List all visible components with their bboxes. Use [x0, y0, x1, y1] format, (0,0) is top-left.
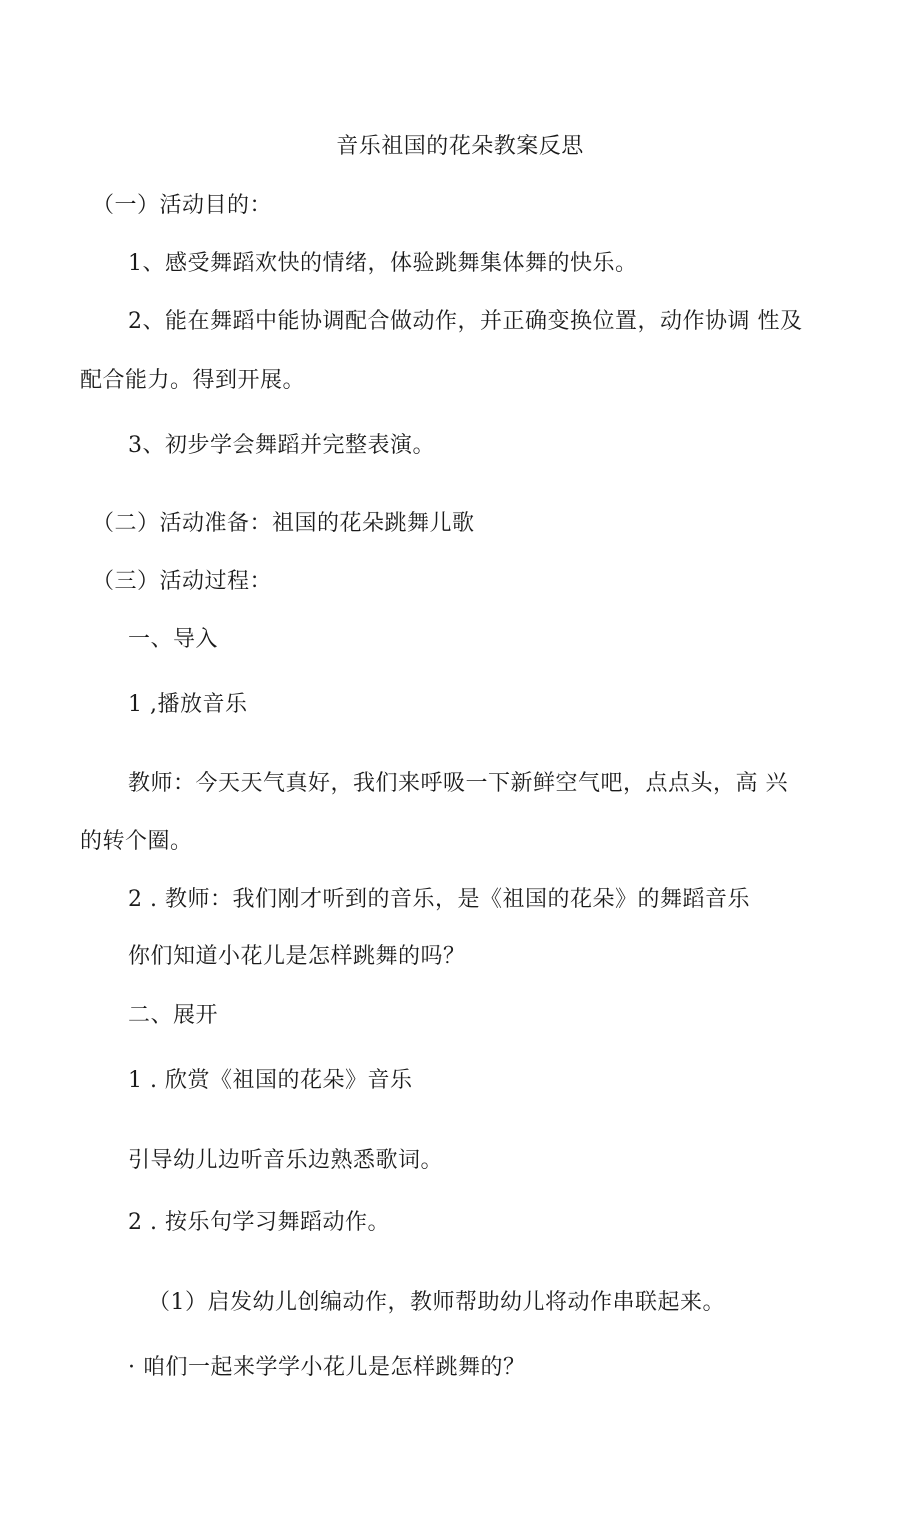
goal-item-2: 2、能在舞蹈中能协调配合做动作，并正确变换位置，动作协调 性及: [128, 309, 803, 334]
section-heading-goals: （一）活动目的：: [92, 193, 273, 218]
goal-item-1: 1、感受舞蹈欢快的情绪，体验跳舞集体舞的快乐。: [128, 251, 638, 276]
goal-item-3: 3、初步学会舞蹈并完整表演。: [128, 433, 435, 458]
section-heading-process: （三）活动过程：: [92, 569, 273, 594]
teacher-line-1-continued: 的转个圈。: [80, 829, 193, 854]
teacher-question: 你们知道小花儿是怎样跳舞的吗？: [128, 944, 466, 969]
step-item-play-music: 1 ,播放音乐: [128, 692, 248, 717]
teacher-line-2: 2 . 教师：我们刚才听到的音乐，是《祖国的花朵》的舞蹈音乐: [128, 887, 750, 912]
teacher-line-1: 教师：今天天气真好，我们来呼吸一下新鲜空气吧，点点头，高 兴: [128, 771, 788, 796]
step-heading-intro: 一、导入: [128, 627, 219, 652]
step-heading-expand: 二、展开: [128, 1003, 219, 1028]
bullet-question: · 咱们一起来学学小花儿是怎样跳舞的？: [128, 1355, 526, 1380]
step-item-learn-moves: 2 . 按乐句学习舞蹈动作。: [128, 1210, 390, 1235]
document-title: 音乐祖国的花朵教案反思: [336, 134, 584, 159]
section-heading-preparation: （二）活动准备：祖国的花朵跳舞儿歌: [92, 511, 475, 536]
guide-line: 引导幼儿边听音乐边熟悉歌词。: [128, 1148, 444, 1173]
sub-item-1: （1）启发幼儿创编动作，教师帮助幼儿将动作串联起来。: [148, 1290, 725, 1315]
step-item-appreciate: 1 . 欣赏《祖国的花朵》音乐: [128, 1068, 413, 1093]
goal-item-2-continued: 配合能力。得到开展。: [80, 368, 306, 393]
